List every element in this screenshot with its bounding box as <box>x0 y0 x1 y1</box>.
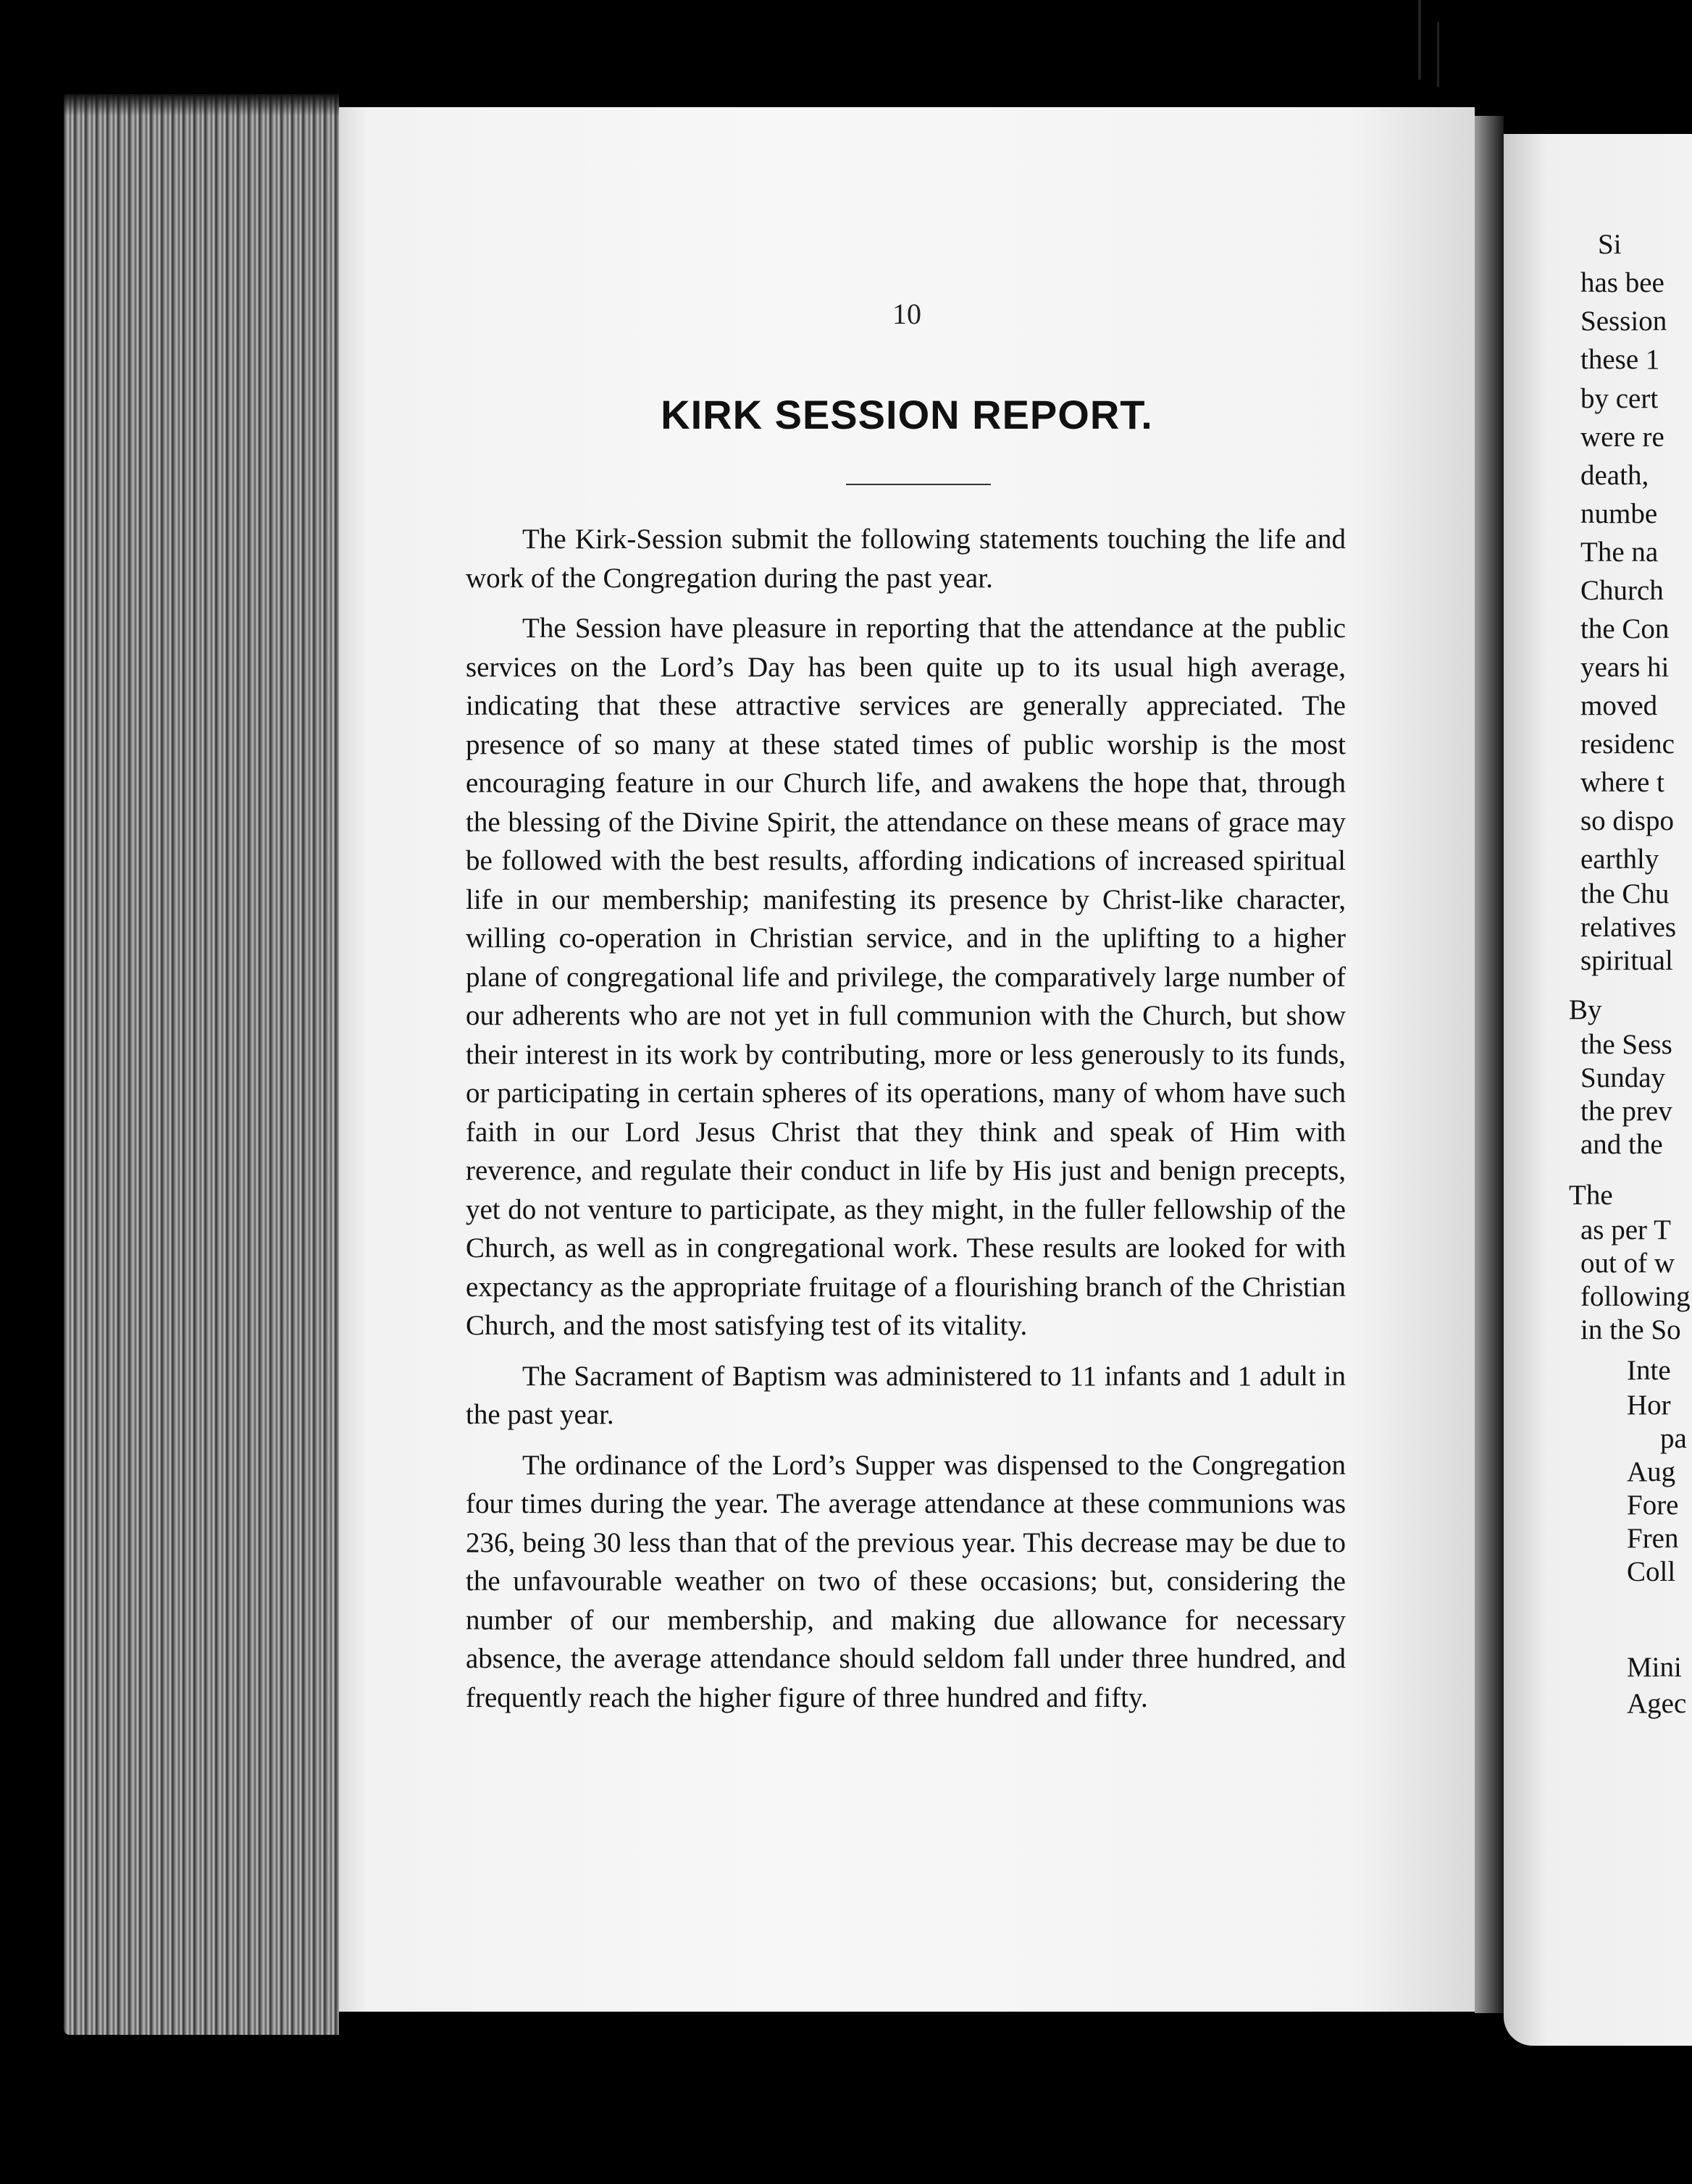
right-page-line: the Sess <box>1580 1029 1672 1060</box>
right-page-line: Coll <box>1627 1556 1676 1587</box>
paragraph: The ordinance of the Lord’s Supper was dispensed to the Congregation four times during the year. The average attendance at these communions was 236, being 30 less than that of the previous year. This decrease may be due to the unfavourable weather on two of these occasions; but, considering the number of our membership, and making due allowance for necessary absence, the average attendance should seldom fall under three hundred, and frequently reach the higher figure of three hundred and fifty. <box>466 1449 1346 1713</box>
right-page-line: spiritual <box>1580 945 1673 976</box>
report-body <box>466 520 1346 1729</box>
title-divider <box>846 484 991 485</box>
paragraph: The Sacrament of Baptism was administered to 11 infants and 1 adult in the past year. <box>466 1360 1346 1430</box>
right-page-line: Inte <box>1627 1355 1671 1386</box>
right-page-line: so dispo <box>1580 805 1674 836</box>
right-page-line: these 1 <box>1580 344 1660 375</box>
right-page-line: residenc <box>1580 728 1675 760</box>
right-page-line: Sunday <box>1580 1062 1665 1093</box>
right-page-line: the Chu <box>1580 878 1670 910</box>
page-gutter <box>1475 116 1504 2013</box>
left-page <box>339 107 1475 2012</box>
page-number: 10 <box>892 298 921 330</box>
scan-mark <box>1418 0 1421 80</box>
right-page-line: Session <box>1580 306 1667 337</box>
right-page-line: out of w <box>1580 1248 1675 1279</box>
page-title: KIRK SESSION REPORT. <box>661 392 1153 437</box>
right-page-line: earthly <box>1580 844 1659 875</box>
right-page-line: where t <box>1580 767 1664 798</box>
right-page-line: has bee <box>1580 267 1664 298</box>
scan-mark <box>1437 22 1439 87</box>
right-page-line: were re <box>1580 421 1664 453</box>
right-page-line: Church <box>1580 575 1664 606</box>
right-page-line: Mini <box>1627 1652 1682 1683</box>
right-page-line: relatives <box>1580 912 1677 943</box>
right-page-line: Fore <box>1627 1490 1679 1521</box>
right-page-line: moved <box>1580 690 1658 721</box>
right-page-line: The na <box>1580 537 1659 568</box>
page-edges <box>64 94 339 2035</box>
right-page-line: death, <box>1580 460 1649 491</box>
right-page-line: Fren <box>1627 1523 1679 1554</box>
right-page-line: the prev <box>1580 1096 1672 1127</box>
right-page-line: Hor <box>1627 1390 1671 1421</box>
right-page-line: as per T <box>1580 1214 1671 1246</box>
right-page-line: by cert <box>1580 383 1659 414</box>
right-page-line: following <box>1580 1281 1691 1312</box>
right-page-line: Aug <box>1627 1456 1676 1487</box>
right-page-line: numbe <box>1580 498 1658 529</box>
right-page-line: and the <box>1580 1129 1663 1160</box>
right-page-line: in the So <box>1580 1314 1681 1345</box>
right-page-line: The <box>1569 1180 1613 1211</box>
paragraph: The Kirk-Session submit the following statements touching the life and work of the Congregation during the past year. <box>466 524 1346 594</box>
right-page-line: the Con <box>1580 613 1670 644</box>
right-page-line: years hi <box>1580 652 1670 683</box>
right-page <box>1504 134 1692 2046</box>
right-page-line: By <box>1569 994 1602 1025</box>
right-page-line: Si <box>1598 229 1622 260</box>
right-page-line: pa <box>1660 1423 1687 1454</box>
paragraph: The Session have pleasure in reporting that the attendance at the public services on the Lord’s Day has been quite up to its usual high average, indicating that these attractive services are generally appreciated. The presence of so many at these stated times of public worship is the most encouraging feature in our Church life, and awakens the hope that, through the blessing of the Divine Spirit, the attendance on these means of grace may be followed with the best results, affording indications of increased spiritual life in our membership; manifesting its presence by Christ-like character, willing co-operation in Christian service, and in the uplifting to a higher plane of congregational life and privilege, the comparatively large number of our adherents who are not yet in full communion with the Church, but show their interest in its work by contributing, more or less generously to its funds, or participating in certain spheres of its operations, many of whom have such faith in our Lord Jesus Christ that they think and speak of Him with reverence, and regulate their conduct in life by His just and benign precepts, yet do not venture to participate, as they might, in the fuller fellowship of the Church, as well as in congregational work. These results are looked for with expectancy as the appropriate fruitage of a flourishing branch of the Christian Church, and the most satisfying test of its vitality. <box>466 613 1346 1341</box>
right-page-line: Agec <box>1627 1688 1687 1719</box>
